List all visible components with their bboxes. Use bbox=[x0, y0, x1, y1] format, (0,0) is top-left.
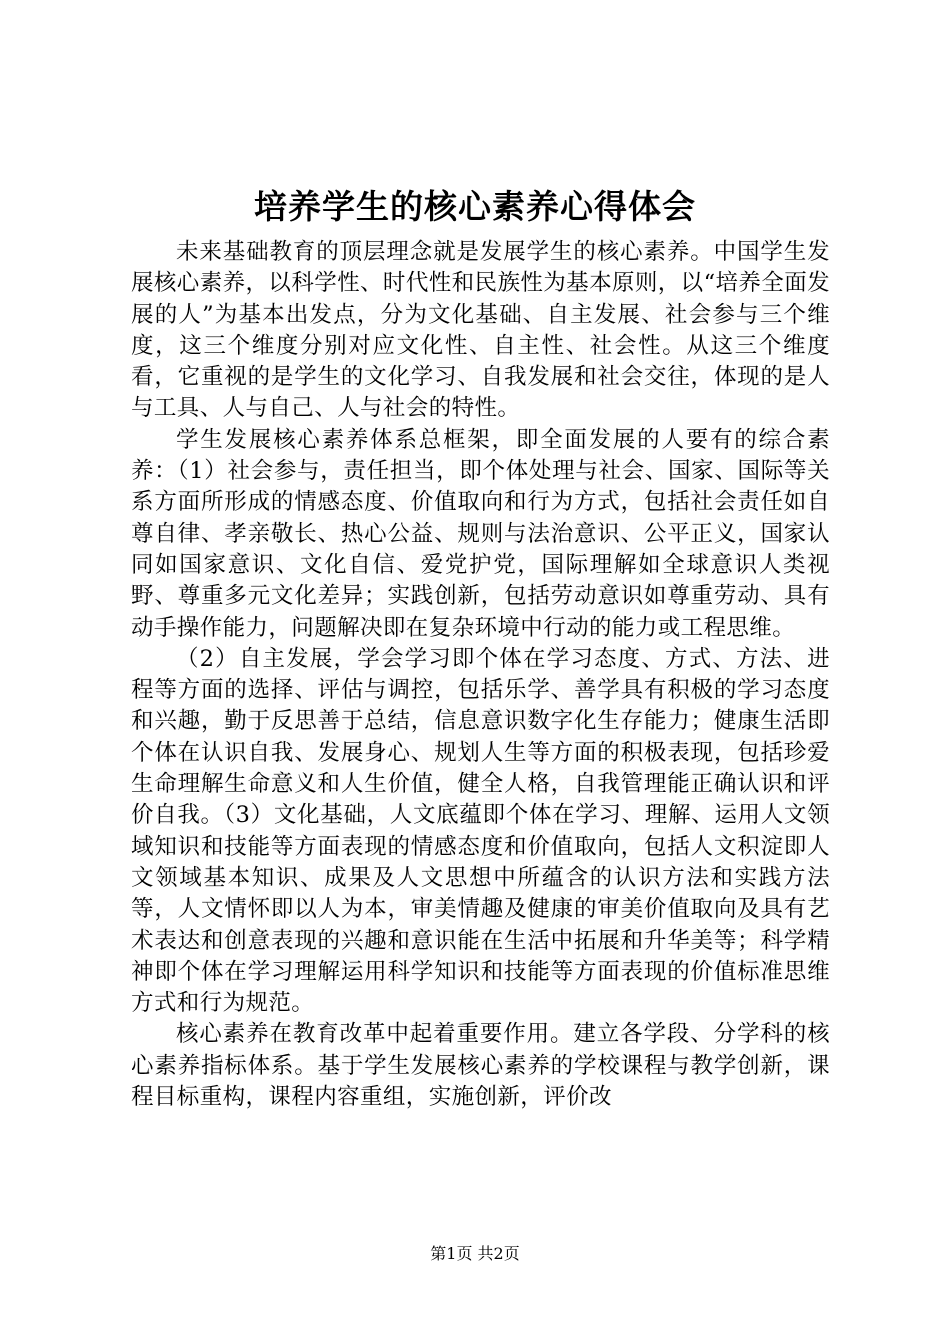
paragraph-3: （2）自主发展，学会学习即个体在学习态度、方式、方法、进程等方面的选择、评估与调控，包括乐学、善学具有积极的学习态度和兴趣，勤于反思善于总结，信息意识数字化生存能力；健康生活即个体在认识自我、发展身心、规划人生等方面的积极表现，包括珍爱生命理解生命意义和人生价值，健全人格，自我管理能正确认识和评价自我。（3）文化基础，人文底蕴即个体在学习、理解、运用人文领域知识和技能等方面表现的情感态度和价值取向，包括人文积淀即人文领域基本知识、成果及人文思想中所蕴含的认识方法和实践方法等，人文情怀即以人为本，审美情趣及健康的审美价值取向及具有艺术表达和创意表现的兴趣和意识能在生活中拓展和升华美等；科学精神即个体在学习理解运用科学知识和技能等方面表现的价值标准思维方式和行为规范。 bbox=[131, 645, 830, 1017]
paragraph-2: 学生发展核心素养体系总框架，即全面发展的人要有的综合素养：（1）社会参与，责任担当，即个体处理与社会、国家、国际等关系方面所形成的情感态度、价值取向和行为方式，包括社会责任如自尊自律、孝亲敬长、热心公益、规则与法治意识、公平正义，国家认同如国家意识、文化自信、爱党护党，国际理解如全球意识人类视野、尊重多元文化差异；实践创新，包括劳动意识如尊重劳动、具有动手操作能力，问题解决即在复杂环境中行动的能力或工程思维。 bbox=[131, 426, 830, 641]
paragraph-1: 未来基础教育的顶层理念就是发展学生的核心素养。中国学生发展核心素养，以科学性、时代性和民族性为基本原则，以“培养全面发展的人”为基本出发点，分为文化基础、自主发展、社会参与三个维度，这三个维度分别对应文化性、自主性、社会性。从这三个维度看，它重视的是学生的文化学习、自我发展和社会交往，体现的是人与工具、人与自己、人与社会的特性。 bbox=[131, 239, 830, 422]
document-body bbox=[131, 237, 830, 1113]
paragraph-4: 核心素养在教育改革中起着重要作用。建立各学段、分学科的核心素养指标体系。基于学生发展核心素养的学校课程与教学创新，课程目标重构，课程内容重组，实施创新，评价改 bbox=[131, 1021, 830, 1111]
document-title: 培养学生的核心素养心得体会 bbox=[254, 187, 696, 226]
page-number-footer: 第1页 共2页 bbox=[430, 1244, 520, 1263]
